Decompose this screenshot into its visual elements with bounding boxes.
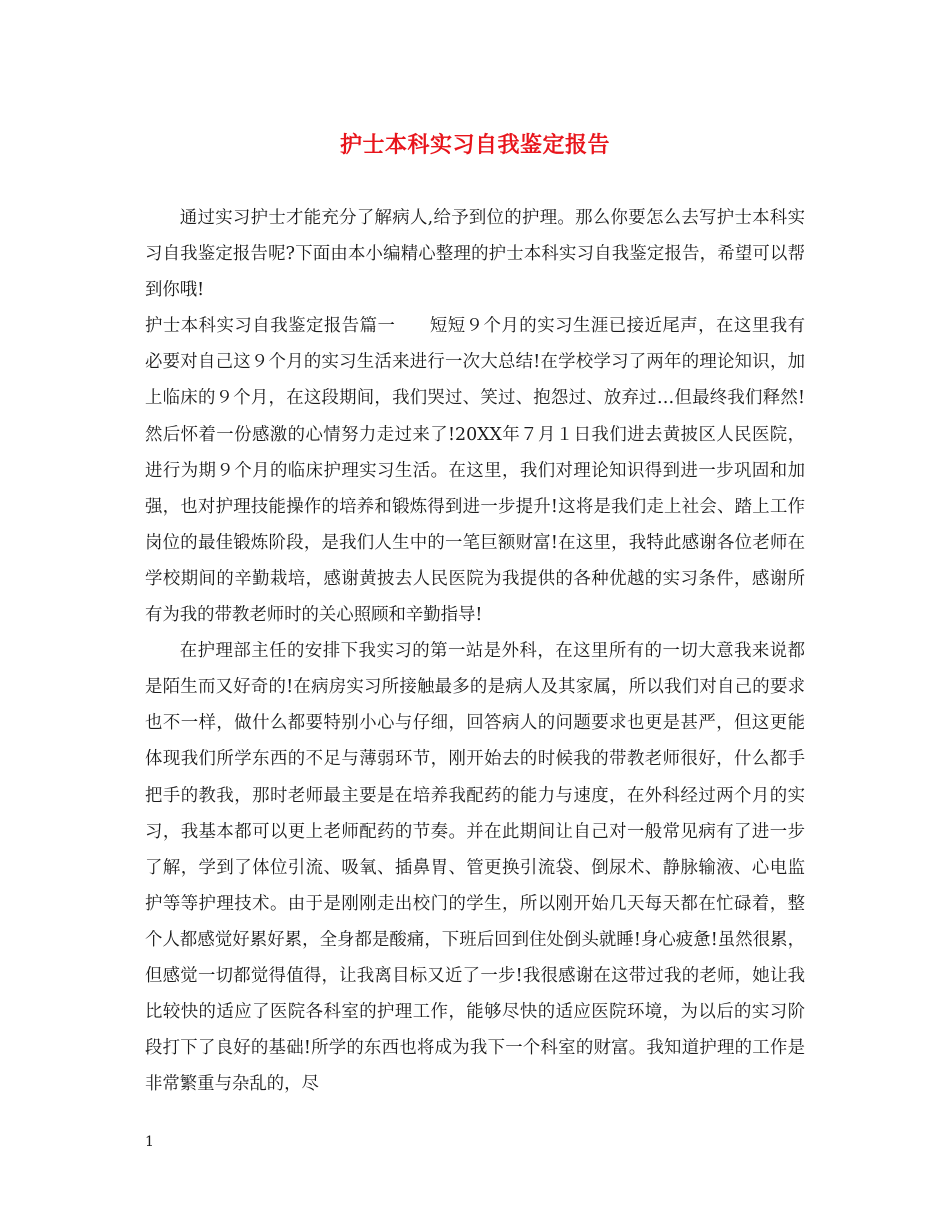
document-body	[145, 200, 805, 1102]
section-heading: 护士本科实习自我鉴定报告篇一	[145, 316, 396, 337]
page-number: 1	[145, 1134, 154, 1150]
section-paragraph-2: 在护理部主任的安排下我实习的第一站是外科，在这里所有的一切大意我来说都是陌生而又好奇的!在病房实习所接触最多的是病人及其家属，所以我们对自己的要求也不一样，做什么都要特别小心与仔细，回答病人的问题要求也更是甚严，但这更能体现我们所学东西的不足与薄弱环节，刚开始去的时候我的带教老师很好，什么都手把手的教我，那时老师最主要是在培养我配药的能力与速度，在外科经过两个月的实习，我基本都可以更上老师配药的节奏。并在此期间让自己对一般常见病有了进一步了解，学到了体位引流、吸氧、插鼻胃、管更换引流袋、倒尿术、静脉输液、心电监护等等护理技术。由于是刚刚走出校门的学生，所以刚开始几天每天都在忙碌着，整个人都感觉好累好累，全身都是酸痛，下班后回到住处倒头就睡!身心疲惫!虽然很累，但感觉一切都觉得值得，让我离目标又近了一步!我很感谢在这带过我的老师，她让我比较快的适应了医院各科室的护理工作，能够尽快的适应医院环境，为以后的实习阶段打下了良好的基础!所学的东西也将成为我下一个科室的财富。我知道护理的工作是非常繁重与杂乱的，尽	[145, 641, 805, 1095]
section-paragraph-1	[145, 308, 805, 633]
paragraph-1-text: 短短９个月的实习生涯已接近尾声，在这里我有必要对自己这９个月的实习生活来进行一次大总结!在学校学习了两年的理论知识，加上临床的９个月，在这段期间，我们哭过、笑过、抱怨过、放弃过…但最终我们释然!然后怀着一份感激的心情努力走过来了!20XX年７月１日我们进去黄披区人民医院，进行为期９个月的临床护理实习生活。在这里，我们对理论知识得到进一步巩固和加强，也对护理技能操作的培养和锻炼得到进一步提升!这将是我们走上社会、踏上工作岗位的最佳锻炼阶段，是我们人生中的一笔巨额财富!在这里，我特此感谢各位老师在学校期间的辛勤栽培，感谢黄披去人民医院为我提供的各种优越的实习条件，感谢所有为我的带教老师时的关心照顾和辛勤指导!	[145, 316, 805, 626]
intro-paragraph: 通过实习护士才能充分了解病人,给予到位的护理。那么你要怎么去写护士本科实习自我鉴定报告呢?下面由本小编精心整理的护士本科实习自我鉴定报告，希望可以帮到你哦!	[145, 208, 805, 301]
document-title: 护士本科实习自我鉴定报告	[339, 132, 610, 158]
